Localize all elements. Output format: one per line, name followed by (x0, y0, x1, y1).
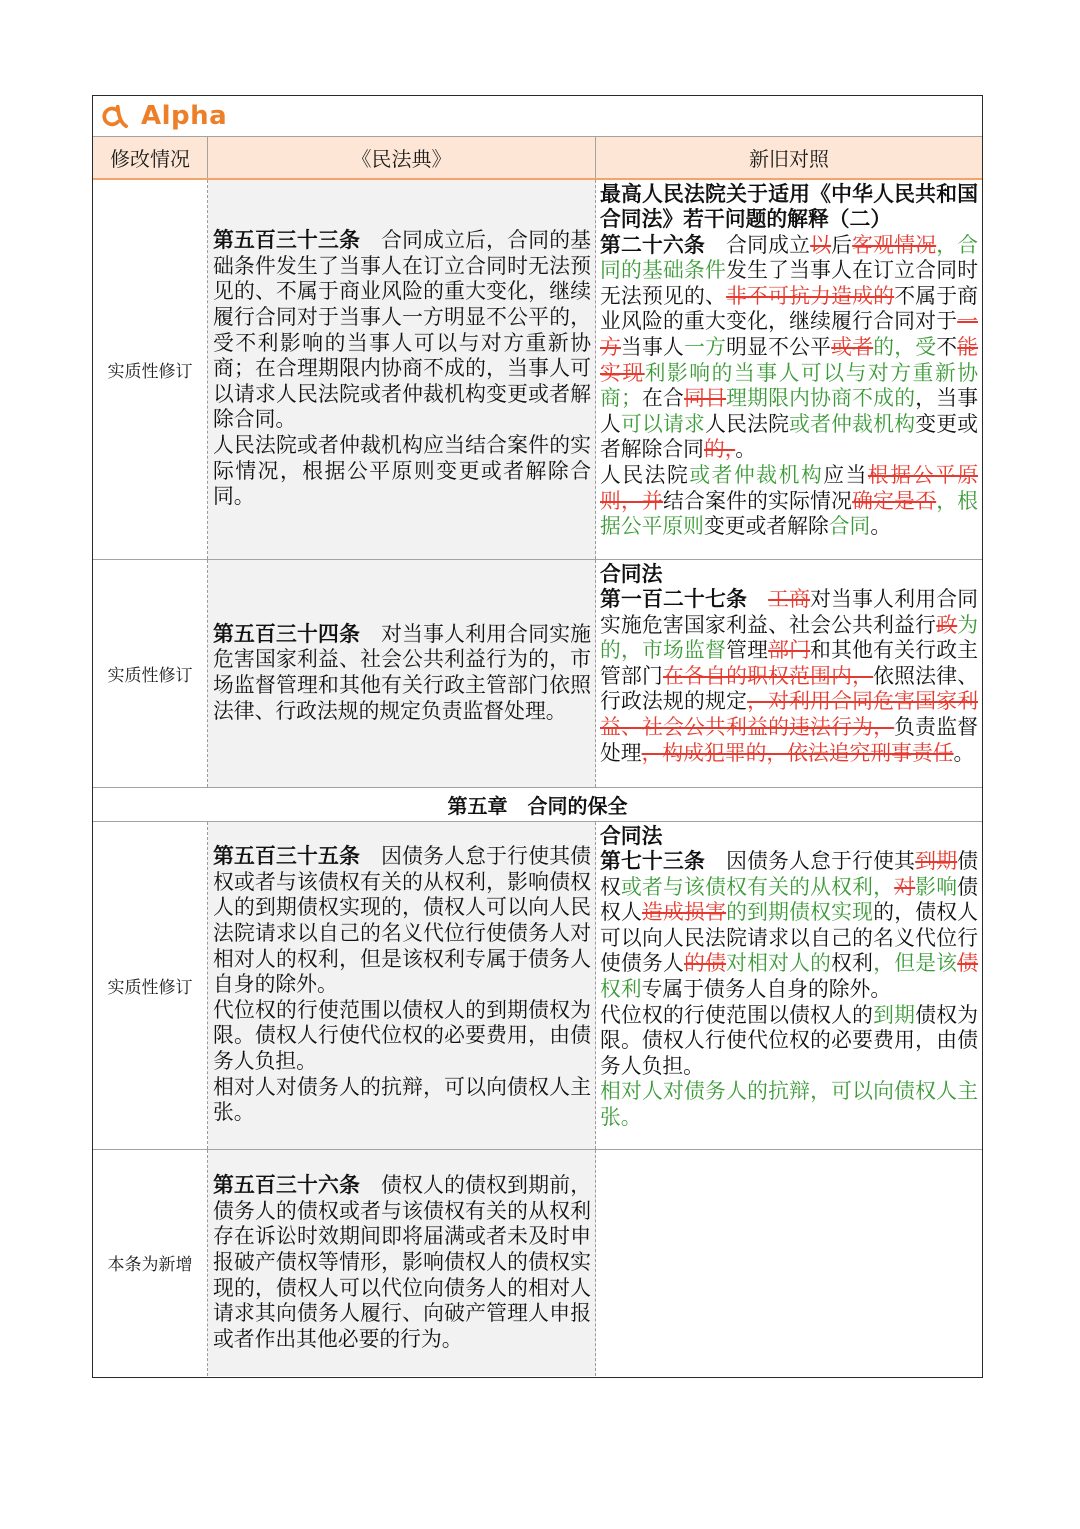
added-text: 的到期债权实现 (726, 900, 874, 925)
paragraph (213, 1173, 591, 1352)
table-header (93, 137, 982, 180)
bold-text: 第七十三条 (600, 849, 706, 874)
added-text: 为的，市场监督 (600, 612, 979, 663)
bold-text: 第五百三十四条 (213, 621, 361, 646)
normal-text: 权利 (831, 951, 874, 976)
paragraph (600, 849, 978, 1003)
logo-text: Alpha (141, 100, 228, 131)
comparison-text (596, 822, 982, 1149)
added-text: 到期 (873, 1002, 916, 1027)
normal-text (747, 587, 768, 611)
paragraph (600, 463, 978, 540)
normal-text: 当事人 (621, 335, 685, 360)
paragraph (213, 622, 591, 724)
alpha-logo-icon (99, 103, 129, 129)
deleted-text: 部门 (768, 638, 811, 663)
normal-text: 相对人对债务人的抗辩，可以向债权人主张。 (213, 1074, 591, 1125)
paragraph (600, 587, 978, 766)
revision-status: 实质性修订 (93, 822, 208, 1149)
added-text: ，根据公平原则 (600, 488, 979, 539)
normal-text: 在合 (641, 386, 685, 411)
comparison-text (596, 180, 982, 559)
deleted-text: 客观情况 (852, 232, 937, 257)
normal-text: 债权人的债权到期前，债务人的债权或者与该债权有关的从权利存在诉讼时效期间即将届满或者未及时申报破产债权等情形，影响债权人的债权实现的，债权人可以代位向债务人的相对人请求其向债务人履行、向破产管理人申报或者作出其他必要的行为。 (213, 1173, 592, 1351)
normal-text: 明显不公平 (726, 335, 832, 360)
bold-text: 最高人民法院关于适用《中华人民共和国合同法》若干问题的解释（二） (600, 181, 978, 232)
deleted-text: 或者 (831, 335, 874, 360)
deleted-text: ，对利用合同危害国家利益、社会公共利益的违法行为， (600, 689, 979, 740)
paragraph (213, 844, 591, 998)
table-row (93, 180, 982, 560)
added-text: 相对人对债务人的抗辩，可以向债权人主张。 (600, 1079, 978, 1130)
paragraph (600, 1003, 978, 1080)
normal-text: 对当事人利用合同实施危害国家利益、社会公共利益行为的，市场监督管理和其他有关行政主管部门依照法律、行政法规的规定负责监督处理。 (213, 621, 592, 723)
normal-text: 结合案件的实际情况 (663, 488, 853, 513)
normal-text: 不属于商业风险的重大变化，继续履行合同对于 (600, 283, 979, 334)
deleted-text: 的， (703, 437, 736, 462)
normal-text: 的，债权人可以向人民法院请求以自己的名义代位行使债务人 (600, 900, 979, 976)
header-civil-code: 《民法典》 (208, 137, 596, 178)
normal-text: 后 (831, 232, 853, 257)
chapter-title: 第五章 合同的保全 (93, 788, 982, 822)
added-text: 的，受 (873, 335, 937, 360)
normal-text: 对当事人利用合同实施危害国家利益、社会公共利益行 (600, 587, 979, 637)
bold-text: 合同法 (600, 561, 663, 586)
deleted-text: 在各自的职权范围内， (663, 663, 874, 688)
deleted-text: 以 (810, 232, 832, 257)
normal-text: 负责监督处理 (600, 715, 979, 765)
deleted-text: 债 (957, 951, 979, 976)
deleted-text: 到期 (915, 849, 958, 874)
added-text: 利影响的当事人可以与对方重新协商； (600, 360, 979, 411)
deleted-text: 确定是否 (852, 488, 937, 513)
revision-status: 实质性修订 (93, 560, 208, 787)
deleted-text: 非不可抗力造成的 (726, 283, 895, 308)
added-text: ，合同的基础条件 (600, 232, 979, 283)
bold-text: 第五百三十六条 (213, 1173, 361, 1198)
paragraph (213, 433, 591, 510)
added-text: 或者仲裁机构 (789, 411, 916, 436)
deleted-text: 工商 (768, 587, 811, 612)
deleted-text: 根据公平原则，并 (600, 463, 979, 513)
bold-text: 第五百三十三条 (213, 228, 361, 253)
civil-code-text (208, 1150, 596, 1377)
normal-text: 人民法院 (600, 463, 690, 488)
added-text: 影响 (915, 874, 958, 899)
logo-row (93, 96, 982, 137)
normal-text: 和其他有关行政主管部门 (600, 638, 979, 688)
normal-text: 人民法院 (705, 411, 790, 436)
bold-text: 第一百二十七条 (600, 587, 748, 612)
normal-text: 管理 (726, 638, 769, 663)
normal-text: 变更或者解除 (703, 514, 829, 539)
normal-text: 债权为限。债权人行使代位权的必要费用，由债务人负担。 (600, 1002, 979, 1078)
normal-text: 因债务人怠于行使其债权或者与该债权有关的从权利，影响债权人的到期债权实现的，债权人可以向人民法院请求以自己的名义代位行使债务人对相对人的权利，但是该权利专属于债务人自身的除外。 (213, 844, 592, 997)
revision-status: 本条为新增 (93, 1150, 208, 1377)
table-row (93, 822, 982, 1150)
deleted-text: 造成损害 (642, 900, 727, 925)
deleted-text: ，构成犯罪的，依法追究刑事责任 (641, 740, 954, 765)
added-text: 权利 (600, 977, 642, 1002)
deleted-text: 同目 (684, 386, 727, 411)
paragraph (600, 562, 978, 588)
deleted-text: 能实现 (600, 335, 979, 385)
added-text: 理期限内协商不成的 (726, 386, 916, 411)
normal-text: 债权人 (600, 874, 979, 925)
deleted-text: 对 (894, 874, 916, 899)
normal-text: 合同成立后，合同的基础条件发生了当事人在订立合同时无法预见的、不属于商业风险的重大变化，继续履行合同对于当事人一方明显不公平的，受不利影响的当事人可以与对方重新协商；在合理期限内协商不成的，当事人可以请求人民法院或者仲裁机构变更或者解除合同。 (213, 228, 592, 432)
added-text: 可以请求 (621, 411, 706, 436)
deleted-text: 的债 (684, 951, 727, 976)
normal-text: 变更或者解除合同 (600, 411, 979, 462)
normal-text: 。 (870, 514, 892, 539)
added-text: 对相对人的 (726, 951, 832, 976)
paragraph (213, 228, 591, 433)
normal-text: 因债务人怠于行使其 (705, 849, 916, 874)
civil-code-text (208, 180, 596, 559)
paragraph (213, 1075, 591, 1126)
normal-text: 。 (735, 437, 756, 462)
civil-code-text (208, 822, 596, 1149)
bold-text: 合同法 (600, 823, 663, 848)
normal-text: 依照法律、行政法规的规定 (600, 663, 979, 714)
paragraph (600, 233, 978, 463)
deleted-text: 政 (936, 612, 958, 637)
header-status: 修改情况 (93, 137, 208, 178)
paragraph (213, 998, 591, 1075)
comparison-table (92, 95, 983, 1378)
normal-text: 债权 (600, 849, 979, 899)
normal-text: 代位权的行使范围以债权人的到期债权为限。债权人行使代位权的必要费用，由债务人负担。 (213, 997, 591, 1073)
civil-code-text (208, 560, 596, 787)
bold-text: 第二十六条 (600, 232, 706, 257)
normal-text: 应当 (823, 463, 868, 488)
header-comparison: 新旧对照 (749, 146, 829, 171)
normal-text: 发生了当事人在订立合同时无法预见的、 (600, 258, 979, 308)
revision-status: 实质性修订 (93, 180, 208, 559)
paragraph (600, 824, 978, 850)
added-text: ，但是该 (873, 951, 958, 976)
added-text: 一方 (684, 335, 727, 360)
table-row (93, 1150, 982, 1377)
bold-text: 第五百三十五条 (213, 844, 361, 869)
normal-text: 专属于债务人自身的除外。 (641, 977, 892, 1002)
paragraph (600, 182, 978, 233)
normal-text: 。 (953, 740, 975, 765)
normal-text: 不 (936, 335, 958, 360)
comparison-text (596, 1150, 982, 1377)
normal-text: 人民法院或者仲裁机构应当结合案件的实际情况，根据公平原则变更或者解除合同。 (213, 432, 591, 509)
normal-text: ，当事人 (600, 386, 979, 436)
comparison-text (596, 560, 982, 787)
added-text: 合同 (828, 514, 871, 539)
added-text: 或者与该债权有关的从权利， (621, 874, 895, 899)
normal-text: 代位权的行使范围以债权人的 (600, 1002, 874, 1027)
added-text: 或者仲裁机构 (689, 463, 824, 488)
normal-text: 合同成立 (705, 232, 811, 257)
paragraph (600, 1079, 978, 1130)
deleted-text: 一方 (600, 309, 978, 360)
table-row (93, 560, 982, 788)
